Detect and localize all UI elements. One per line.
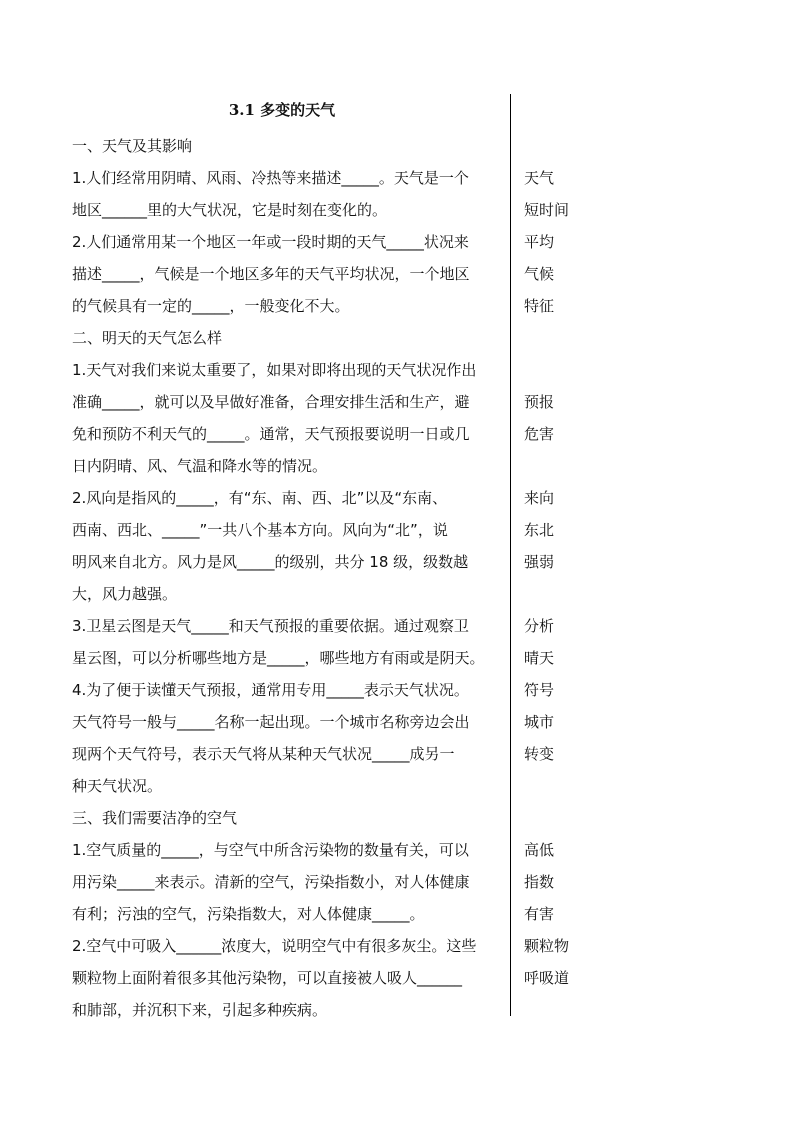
text-line: 西南、西北、_____”一共八个基本方向。风向为“北”，说 bbox=[72, 521, 448, 539]
question-column bbox=[72, 130, 504, 1026]
answer-item: 危害 bbox=[524, 425, 555, 443]
answer-item: 特征 bbox=[524, 297, 555, 315]
answer-item: 颗粒物 bbox=[524, 937, 570, 955]
answer-item: 晴天 bbox=[524, 649, 555, 667]
page-title: 3.1 多变的天气 bbox=[228, 101, 336, 119]
text-line: 2.空气中可吸入______浓度大，说明空气中有很多灰尘。这些 bbox=[72, 937, 477, 955]
answer-item: 分析 bbox=[524, 617, 555, 635]
text-line: 地区______里的大气状况，它是时刻在变化的。 bbox=[72, 201, 388, 219]
column-divider bbox=[510, 94, 511, 1016]
text-line: 3.卫星云图是天气_____和天气预报的重要依据。通过观察卫 bbox=[72, 617, 469, 635]
text-line: 现两个天气符号，表示天气将从某种天气状况_____成另一 bbox=[72, 745, 455, 763]
text-line: 1.天气对我们来说太重要了，如果对即将出现的天气状况作出 bbox=[72, 361, 477, 379]
text-line: 免和预防不利天气的_____。通常，天气预报要说明一日或几 bbox=[72, 425, 470, 443]
text-line: 2.风向是指风的_____，有“东、南、西、北”以及“东南、 bbox=[72, 489, 448, 507]
text-line: 天气符号一般与_____名称一起出现。一个城市名称旁边会出 bbox=[72, 713, 470, 731]
text-line: 明风来自北方。风力是风_____的级别，共分 18 级，级数越 bbox=[72, 553, 469, 571]
answer-item: 呼吸道 bbox=[524, 969, 570, 987]
text-line: 三、我们需要洁净的空气 bbox=[72, 809, 238, 827]
answer-item: 天气 bbox=[524, 169, 555, 187]
answer-item: 有害 bbox=[524, 905, 555, 923]
text-line: 种天气状况。 bbox=[72, 777, 163, 795]
answer-item: 转变 bbox=[524, 745, 555, 763]
text-line: 1.空气质量的_____，与空气中所含污染物的数量有关，可以 bbox=[72, 841, 469, 859]
text-line: 4.为了便于读懂天气预报，通常用专用_____表示天气状况。 bbox=[72, 681, 469, 699]
text-line: 的气候具有一定的_____，一般变化不大。 bbox=[72, 297, 350, 315]
answer-item: 符号 bbox=[524, 681, 555, 699]
answer-item: 强弱 bbox=[524, 553, 555, 571]
text-line: 二、明天的天气怎么样 bbox=[72, 329, 223, 347]
text-line: 用污染_____来表示。清新的空气，污染指数小，对人体健康 bbox=[72, 873, 470, 891]
answer-item: 来向 bbox=[524, 489, 555, 507]
text-line: 日内阴晴、风、气温和降水等的情况。 bbox=[72, 457, 328, 475]
text-line: 一、天气及其影响 bbox=[72, 137, 193, 155]
answer-item: 短时间 bbox=[524, 201, 570, 219]
text-line: 有利；污浊的空气，污染指数大，对人体健康_____。 bbox=[72, 905, 425, 923]
answer-item: 东北 bbox=[524, 521, 555, 539]
answer-item: 指数 bbox=[524, 873, 555, 891]
text-line: 1.人们经常用阴晴、风雨、冷热等来描述_____。天气是一个 bbox=[72, 169, 469, 187]
text-line: 准确_____，就可以及早做好准备，合理安排生活和生产，避 bbox=[72, 393, 470, 411]
text-line: 大，风力越强。 bbox=[72, 585, 178, 603]
text-line: 和肺部，并沉积下来，引起多种疾病。 bbox=[72, 1001, 328, 1019]
answer-item: 城市 bbox=[524, 713, 555, 731]
answer-item: 平均 bbox=[524, 233, 555, 251]
answer-item: 预报 bbox=[524, 393, 555, 411]
text-line: 星云图，可以分析哪些地方是_____，哪些地方有雨或是阴天。 bbox=[72, 649, 485, 667]
text-line: 颗粒物上面附着很多其他污染物，可以直接被人吸人______ bbox=[72, 969, 463, 987]
answer-item: 高低 bbox=[524, 841, 555, 859]
text-line: 描述_____，气候是一个地区多年的天气平均状况，一个地区 bbox=[72, 265, 470, 283]
answer-item: 气候 bbox=[524, 265, 555, 283]
text-line: 2.人们通常用某一个地区一年或一段时期的天气_____状况来 bbox=[72, 233, 469, 251]
